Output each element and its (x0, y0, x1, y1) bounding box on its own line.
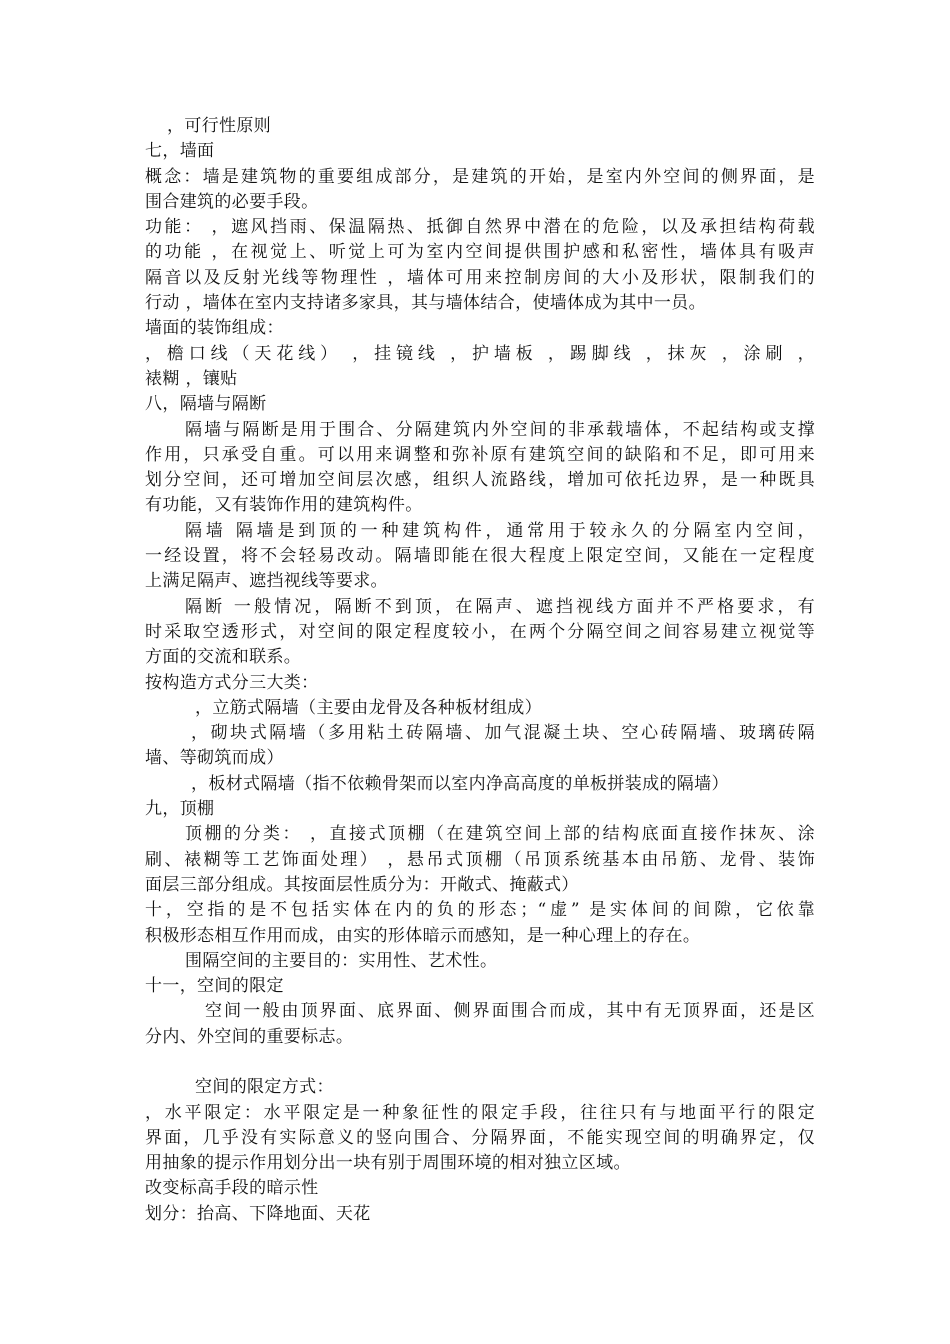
text-line: 隔墙与隔断是用于围合、分隔建筑内外空间的非承载墙体，不起结构或支撑 (185, 419, 815, 440)
list-item: ，砌块式隔墙（多用粘土砖隔墙、加气混凝土块、空心砖隔墙、玻璃砖隔 (191, 723, 815, 744)
text-line: 行动 ，墙体在室内支持诸多家具，其与墙体结合，使墙体成为其中一员。 (145, 293, 706, 314)
text-line: 上满足隔声、遮挡视线等要求。 (145, 571, 388, 592)
document-page (145, 114, 815, 1227)
list-item: ，板材式隔墙（指不依赖骨架而以室内净高高度的单板拼装成的隔墙） (191, 773, 729, 794)
text-line: 顶棚的分类： ，直接式顶棚（在建筑空间上部的结构底面直接作抹灰、涂 (185, 824, 815, 845)
section-heading: 八，隔墙与隔断 (145, 394, 267, 415)
text-line: 围合建筑的必要手段。 (145, 191, 319, 212)
text-line: ，檐口线（天花线） ，挂镜线 ，护墙板 ，踢脚线 ，抹灰 ，涂刷 ， (145, 343, 815, 364)
text-line: 一经设置，将不会轻易改动。隔墙即能在很大程度上限定空间，又能在一定程度 (145, 546, 815, 567)
text-line: 隔音以及反射光线等物理性 ，墙体可用来控制房间的大小及形状，限制我们的 (145, 267, 815, 288)
text-line: 刷、裱糊等工艺饰面处理） ，悬吊式顶棚（吊顶系统基本由吊筋、龙骨、装饰 (145, 849, 815, 870)
text-line: 墙、等砌筑而成） (145, 748, 284, 769)
subheading: 空间的限定方式： (195, 1077, 334, 1098)
text-line: 十，空指的是不包括实体在内的负的形态；“虚” 是实体间的间隙，它依靠 (145, 900, 815, 921)
text-line: ，水平限定：水平限定是一种象征性的限定手段，往往只有与地面平行的限定 (145, 1102, 815, 1123)
text-line: 概念：墙是建筑物的重要组成部分，是建筑的开始，是室内外空间的侧界面，是 (145, 166, 815, 187)
text-line: 隔墙 隔墙是到顶的一种建筑构件，通常用于较永久的分隔室内空间， (185, 520, 815, 541)
text-line: 积极形态相互作用而成，由实的形体暗示而感知，是一种心理上的存在。 (145, 925, 701, 946)
text-line: 划分空间，还可增加空间层次感，组织人流路线，增加可依托边界，是一种既具 (145, 470, 815, 491)
text-line: 功能： ，遮风挡雨、保温隔热、抵御自然界中潜在的危险，以及承担结构荷载 (145, 217, 815, 238)
section-heading: 九，顶棚 (145, 799, 215, 820)
text-line: ，可行性原则 (167, 116, 272, 136)
text-line: 用抽象的提示作用划分出一块有别于周围环境的相对独立区域。 (145, 1153, 631, 1174)
text-line: 的功能 ，在视觉上、听觉上可为室内空间提供围护感和私密性，墙体具有吸声 (145, 242, 815, 263)
text-line: 分内、外空间的重要标志。 (145, 1026, 354, 1047)
text-line: 有功能，又有装饰作用的建筑构件。 (145, 495, 423, 516)
section-heading: 十一，空间的限定 (145, 976, 284, 997)
text-line: 面层三部分组成。其按面层性质分为：开敞式、掩蔽式） (145, 874, 579, 895)
blank-line (145, 1050, 815, 1075)
text-line: 隔断 一般情况，隔断不到顶，在隔声、遮挡视线方面并不严格要求，有 (185, 596, 815, 617)
list-item: ，立筋式隔墙（主要由龙骨及各种板材组成） (195, 697, 542, 718)
text-line: 改变标高手段的暗示性 (145, 1178, 319, 1199)
text-line: 空间一般由顶界面、底界面、侧界面围合而成，其中有无顶界面，还是区 (205, 1001, 815, 1022)
section-heading: 七，墙面 (145, 141, 215, 162)
text-line: 方面的交流和联系。 (145, 647, 302, 668)
text-line: 作用，只承受自重。可以用来调整和弥补原有建筑空间的缺陷和不足，即可用来 (145, 444, 815, 465)
subheading: 按构造方式分三大类： (145, 672, 319, 693)
text-line: 围隔空间的主要目的：实用性、艺术性。 (185, 950, 498, 971)
text-line: 时采取空透形式，对空间的限定程度较小，在两个分隔空间之间容易建立视觉等 (145, 621, 815, 642)
subheading: 墙面的装饰组成： (145, 318, 284, 339)
text-line: 界面，几乎没有实际意义的竖向围合、分隔界面，不能实现空间的明确界定，仅 (145, 1127, 815, 1148)
text-line: 划分：抬高、下降地面、天花 (145, 1203, 371, 1224)
text-line: 裱糊 ，镶贴 (145, 368, 238, 389)
